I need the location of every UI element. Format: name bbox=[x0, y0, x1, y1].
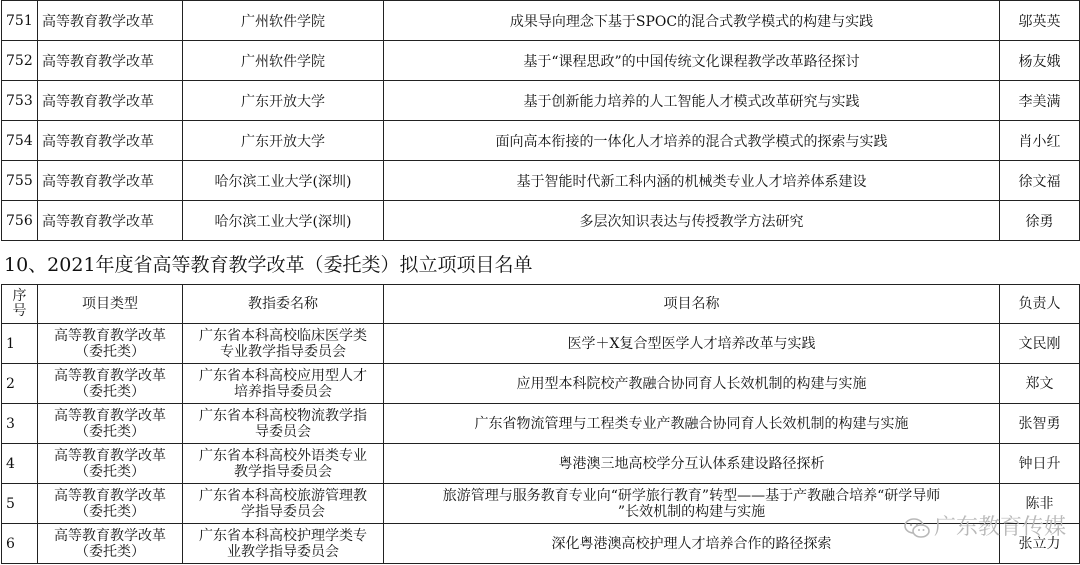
table-row bbox=[2, 81, 1080, 121]
table-header-row bbox=[2, 285, 1080, 324]
committee-name: 广东省本科高校外语类专业 教学指导委员会 bbox=[183, 444, 384, 484]
committee-name: 广东省本科高校应用型人才 培养指导委员会 bbox=[183, 364, 384, 404]
header-type: 项目类型 bbox=[38, 285, 183, 324]
wechat-icon bbox=[904, 518, 930, 538]
project-type: 高等教育教学改革 bbox=[38, 121, 183, 161]
project-type: 高等教育教学改革 （委托类） bbox=[38, 404, 183, 444]
committee-name: 广东省本科高校旅游管理教 学指导委员会 bbox=[183, 484, 384, 524]
project-title: 广东省物流管理与工程类专业产教融合协同育人长效机制的构建与实施 bbox=[384, 404, 1000, 444]
person-in-charge: 邬英英 bbox=[1000, 1, 1080, 41]
person-in-charge: 郑文 bbox=[1000, 364, 1080, 404]
header-person: 负责人 bbox=[1000, 285, 1080, 324]
person-in-charge: 钟日升 bbox=[1000, 444, 1080, 484]
project-type: 高等教育教学改革 bbox=[38, 161, 183, 201]
table-row bbox=[2, 404, 1080, 444]
project-type: 高等教育教学改革 （委托类） bbox=[38, 444, 183, 484]
person-in-charge: 文民刚 bbox=[1000, 324, 1080, 364]
table-row bbox=[2, 324, 1080, 364]
institution: 广东开放大学 bbox=[183, 81, 384, 121]
table-row bbox=[2, 364, 1080, 404]
project-type: 高等教育教学改革 bbox=[38, 81, 183, 121]
project-title: 基于创新能力培养的人工智能人才模式改革研究与实践 bbox=[384, 81, 1000, 121]
row-number: 752 bbox=[2, 41, 38, 81]
project-type: 高等教育教学改革 bbox=[38, 1, 183, 41]
watermark-text: 广东教育传媒 bbox=[933, 515, 1066, 540]
person-in-charge: 张立力 bbox=[1000, 524, 1080, 564]
person-in-charge: 张智勇 bbox=[1000, 404, 1080, 444]
header-seq: 序 号 bbox=[2, 285, 38, 324]
institution: 广州软件学院 bbox=[183, 41, 384, 81]
table-row bbox=[2, 201, 1080, 241]
institution: 哈尔滨工业大学(深圳) bbox=[183, 161, 384, 201]
person-in-charge: 杨友娥 bbox=[1000, 41, 1080, 81]
project-title: 粤港澳三地高校学分互认体系建设路径探析 bbox=[384, 444, 1000, 484]
person-in-charge: 徐文福 bbox=[1000, 161, 1080, 201]
row-number: 3 bbox=[2, 404, 38, 444]
project-title: 深化粤港澳高校护理人才培养合作的路径探索 bbox=[384, 524, 1000, 564]
row-number: 753 bbox=[2, 81, 38, 121]
person-in-charge: 李美满 bbox=[1000, 81, 1080, 121]
row-number: 756 bbox=[2, 201, 38, 241]
row-number: 751 bbox=[2, 1, 38, 41]
row-number: 4 bbox=[2, 444, 38, 484]
row-number: 6 bbox=[2, 524, 38, 564]
project-type: 高等教育教学改革 bbox=[38, 201, 183, 241]
project-title: 基于“课程思政”的中国传统文化课程教学改革路径探讨 bbox=[384, 41, 1000, 81]
project-type: 高等教育教学改革 （委托类） bbox=[38, 364, 183, 404]
row-number: 1 bbox=[2, 324, 38, 364]
project-type: 高等教育教学改革 bbox=[38, 41, 183, 81]
project-title: 旅游管理与服务教育专业向“研学旅行教育”转型——基于产教融合培养“研学导师 ”长效机制的构建与实施 bbox=[384, 484, 1000, 524]
watermark bbox=[904, 510, 1066, 541]
project-title: 多层次知识表达与传授教学方法研究 bbox=[384, 201, 1000, 241]
institution: 广州软件学院 bbox=[183, 1, 384, 41]
row-number: 755 bbox=[2, 161, 38, 201]
header-committee: 教指委名称 bbox=[183, 285, 384, 324]
row-number: 2 bbox=[2, 364, 38, 404]
committee-name: 广东省本科高校临床医学类 专业教学指导委员会 bbox=[183, 324, 384, 364]
project-table-general bbox=[1, 0, 1080, 241]
row-number: 754 bbox=[2, 121, 38, 161]
project-title: 面向高本衔接的一体化人才培养的混合式教学模式的探索与实践 bbox=[384, 121, 1000, 161]
table-row bbox=[2, 121, 1080, 161]
person-in-charge: 陈非 bbox=[1000, 484, 1080, 524]
table-row bbox=[2, 1, 1080, 41]
header-title: 项目名称 bbox=[384, 285, 1000, 324]
committee-name: 广东省本科高校护理学类专 业教学指导委员会 bbox=[183, 524, 384, 564]
table-row bbox=[2, 41, 1080, 81]
person-in-charge: 肖小红 bbox=[1000, 121, 1080, 161]
table-row bbox=[2, 444, 1080, 484]
project-title: 基于智能时代新工科内涵的机械类专业人才培养体系建设 bbox=[384, 161, 1000, 201]
project-title: 成果导向理念下基于SPOC的混合式教学模式的构建与实践 bbox=[384, 1, 1000, 41]
project-type: 高等教育教学改革 （委托类） bbox=[38, 324, 183, 364]
project-type: 高等教育教学改革 （委托类） bbox=[38, 484, 183, 524]
institution: 广东开放大学 bbox=[183, 121, 384, 161]
row-number: 5 bbox=[2, 484, 38, 524]
institution: 哈尔滨工业大学(深圳) bbox=[183, 201, 384, 241]
project-title: 医学＋X复合型医学人才培养改革与实践 bbox=[384, 324, 1000, 364]
person-in-charge: 徐勇 bbox=[1000, 201, 1080, 241]
table-row bbox=[2, 161, 1080, 201]
section-title: 10、2021年度省高等教育教学改革（委托类）拟立项项目名单 bbox=[4, 254, 533, 276]
project-type: 高等教育教学改革 （委托类） bbox=[38, 524, 183, 564]
committee-name: 广东省本科高校物流教学指 导委员会 bbox=[183, 404, 384, 444]
project-title: 应用型本科院校产教融合协同育人长效机制的构建与实施 bbox=[384, 364, 1000, 404]
